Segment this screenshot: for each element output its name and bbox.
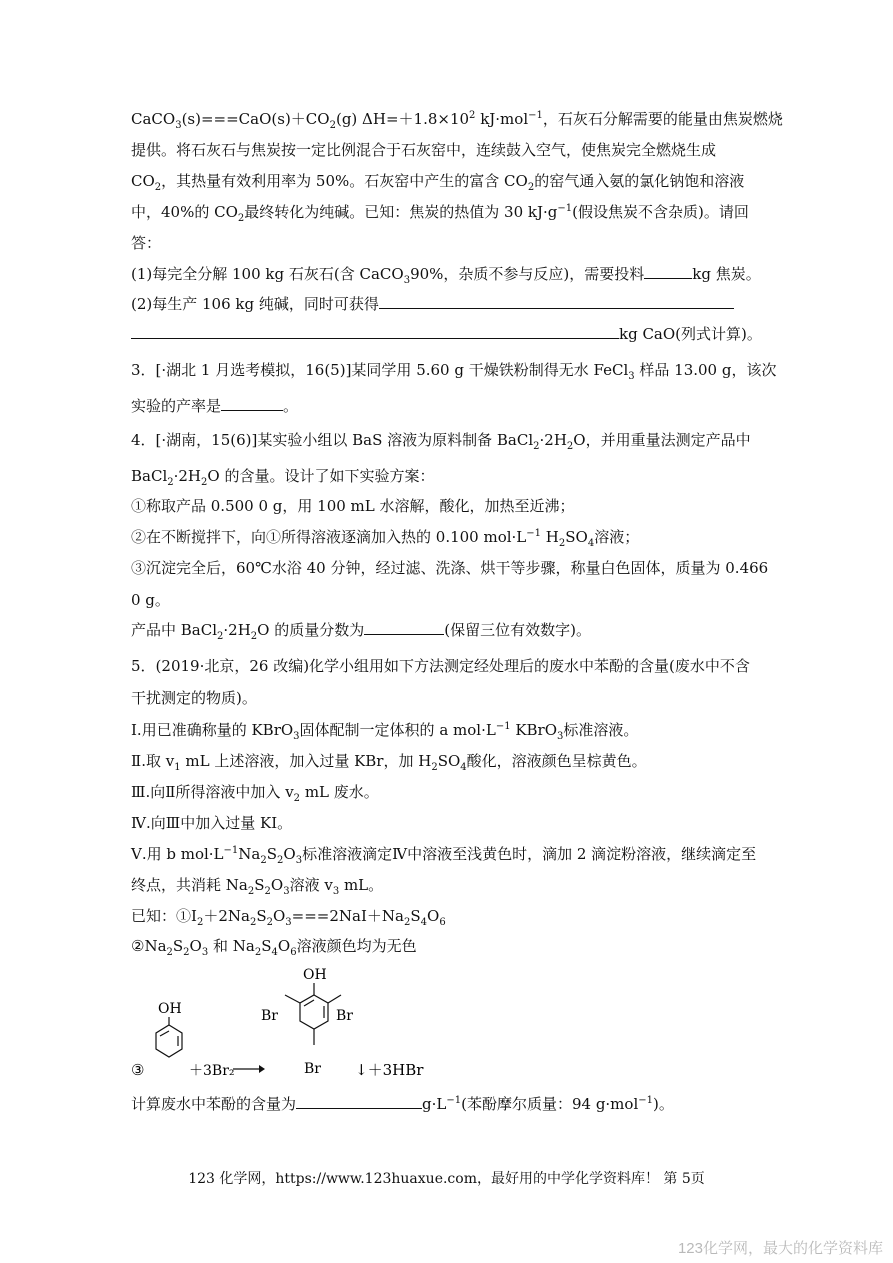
subscript: 3: [175, 120, 182, 131]
text-run: 溶液 v: [289, 876, 333, 894]
text-run: g·L: [422, 1095, 447, 1113]
br-right-label: Br: [336, 1008, 353, 1024]
subscript: 3: [285, 917, 292, 928]
text-run: ②Na: [131, 937, 167, 955]
text-run: ②在不断搅拌下，向①所得溶液逐滴加入热的 0.100 mol·L: [131, 528, 527, 546]
subscript: 3: [283, 886, 290, 897]
answer-blank: [379, 294, 734, 309]
text-run: H: [541, 528, 559, 546]
text-run: kg CaO(列式计算)。: [619, 325, 762, 343]
text-run: 产品中 BaCl: [131, 621, 218, 639]
text-line-l12: [131, 466, 434, 486]
subscript: 4: [271, 947, 278, 958]
subscript: 2: [260, 855, 267, 866]
text-run: KBrO: [510, 721, 558, 739]
text-line-l17: [131, 620, 591, 640]
subscript: 2: [431, 762, 438, 773]
subscript: 2: [264, 886, 271, 897]
phenol-oh-label: OH: [158, 1001, 182, 1017]
text-run: 的窑气通入氨的氯化钠饱和溶液: [534, 172, 745, 190]
text-run: S: [172, 937, 184, 955]
superscript: −1: [446, 1095, 462, 1106]
subscript: 2: [250, 631, 258, 642]
subscript: 2: [154, 182, 162, 193]
bromine-reagent: ＋3Br₂: [189, 1063, 235, 1079]
text-run: CO: [131, 172, 155, 190]
reaction-tail: ↓＋3HBr: [355, 1061, 424, 1079]
text-run: Na: [238, 845, 261, 863]
subscript: 6: [439, 917, 446, 928]
answer-blank: [364, 620, 444, 635]
text-run: O: [277, 937, 291, 955]
subscript: 2: [217, 631, 224, 642]
subscript: 2: [201, 477, 208, 488]
watermark: 123化学网，最大的化学资料库: [677, 1240, 883, 1257]
text-line-l26: [131, 906, 446, 926]
text-line-l2: [131, 140, 716, 160]
text-run: 标准溶液滴定Ⅳ中溶液至浅黄色时，滴加 2 滴淀粉溶液，继续滴定至: [302, 845, 757, 863]
text-run: S: [261, 937, 272, 955]
text-run: O: [427, 907, 440, 925]
step-number: ③: [131, 1061, 145, 1079]
text-run: 终点，共消耗 Na: [131, 876, 248, 894]
text-run: 答：: [131, 234, 162, 252]
superscript: −1: [638, 1095, 653, 1106]
text-line-l7: [131, 294, 734, 314]
subscript: 4: [587, 538, 595, 549]
subscript: 2: [533, 441, 540, 452]
text-line-l11: [131, 430, 751, 450]
text-run: 实验的产率是: [131, 397, 222, 415]
text-line-l4: [131, 202, 749, 222]
text-line-l28: [131, 1094, 674, 1114]
text-run: 已知：①I: [131, 907, 197, 925]
text-run: mL 上述溶液，加入过量 KBr，加 H: [180, 752, 432, 770]
text-run: 5．(2019·北京，26 改编)化学小组用如下方法测定经处理后的废水中苯酚的含量(废水中不含: [131, 657, 750, 675]
text-run: (g) ΔH=＋1.8×10: [335, 110, 470, 128]
subscript: 2: [266, 917, 273, 928]
text-line-l3: [131, 171, 744, 191]
text-run: 中，40%的 CO: [131, 203, 238, 221]
text-run: O: [283, 845, 296, 863]
text-line-l13: [131, 496, 575, 516]
subscript: 3: [295, 855, 303, 866]
subscript: 2: [166, 947, 173, 958]
text-run: (1)每完全分解 100 kg 石灰石(含 CaCO: [131, 265, 404, 283]
answer-blank: [644, 264, 692, 279]
text-run: ===2NaI＋Na: [291, 907, 404, 925]
subscript: 2: [249, 917, 257, 928]
text-run: (保留三位有效数字)。: [444, 621, 591, 639]
text-line-l19: [131, 688, 257, 708]
text-run: Ⅳ.向Ⅲ中加入过量 KI。: [131, 814, 293, 832]
text-run: Ⅲ.向Ⅱ所得溶液中加入 v: [131, 783, 294, 801]
text-line-l6: [131, 264, 761, 284]
text-run: Ⅰ.用已准确称量的 KBrO: [131, 721, 294, 739]
subscript: 3: [293, 731, 300, 742]
subscript: 2: [237, 213, 245, 224]
subscript: 1: [174, 762, 181, 773]
text-run: 溶液颜色均为无色: [296, 937, 417, 955]
subscript: 2: [293, 793, 301, 804]
text-line-l20: [131, 720, 638, 740]
text-run: S: [266, 845, 278, 863]
subscript: 2: [566, 441, 574, 452]
text-line-l22: [131, 782, 379, 802]
text-line-l27: [131, 936, 417, 956]
text-run: (2)每生产 106 kg 纯碱，同时可获得: [131, 295, 379, 313]
text-run: S: [410, 907, 421, 925]
subscript: 2: [254, 947, 262, 958]
text-run: ①称取产品 0.500 0 g，用 100 mL 水溶解，酸化，加热至近沸；: [131, 497, 575, 515]
text-run: S: [254, 876, 265, 894]
subscript: 3: [557, 731, 564, 742]
text-run: kJ·mol: [475, 110, 529, 128]
text-run: O: [272, 907, 286, 925]
subscript: 2: [558, 538, 566, 549]
superscript: 2: [469, 110, 476, 121]
subscript: 2: [277, 855, 284, 866]
text-line-l8: [131, 324, 762, 344]
subscript: 6: [290, 947, 297, 958]
text-run: 干扰测定的物质)。: [131, 689, 257, 707]
text-run: 样品 13.00 g，该次: [634, 361, 777, 379]
text-run: SO: [565, 528, 588, 546]
text-run: ·2H: [223, 621, 251, 639]
br-bottom-label: Br: [304, 1061, 321, 1077]
text-run: ，其热量有效利用率为 50%。石灰窑中产生的富含 CO: [161, 172, 528, 190]
text-run: 计算废水中苯酚的含量为: [131, 1095, 297, 1113]
text-run: 提供。将石灰石与焦炭按一定比例混合于石灰窑中，连续鼓入空气，使焦炭完全燃烧生成: [131, 141, 717, 159]
text-run: Ⅱ.取 v: [131, 752, 175, 770]
text-run: (假设焦炭不含杂质)。请回: [572, 203, 749, 221]
text-run: )。: [653, 1095, 674, 1113]
text-run: 。: [283, 397, 299, 415]
text-line-l14: [131, 527, 639, 547]
subscript: 3: [403, 275, 411, 286]
answer-blank: [131, 324, 619, 339]
text-run: O 的质量分数为: [257, 621, 365, 639]
text-line-l1: [131, 109, 783, 129]
phenol-bromination-equation: [125, 955, 445, 1085]
superscript: −1: [526, 528, 542, 539]
text-run: mL 废水。: [300, 783, 379, 801]
subscript: 2: [329, 120, 336, 131]
text-run: 3．[·湖北 1 月选考模拟，16(5)]某同学用 5.60 g 干燥铁粉制得无水 FeCl: [131, 361, 629, 379]
text-run: (苯酚摩尔质量：94 g·mol: [461, 1095, 639, 1113]
answer-blank: [221, 396, 283, 411]
br-left-label: Br: [261, 1008, 278, 1024]
text-run: 4．[·湖南，15(6)]某实验小组以 BaS 溶液为原料制备 BaCl: [131, 431, 534, 449]
text-run: Ⅴ.用 b mol·L: [131, 845, 224, 863]
text-run: ＋2Na: [203, 907, 250, 925]
subscript: 3: [201, 947, 209, 958]
text-run: 酸化，溶液颜色呈棕黄色。: [466, 752, 647, 770]
text-run: ·2H: [173, 467, 202, 485]
text-run: (s)===CaO(s)＋CO: [181, 110, 330, 128]
subscript: 2: [183, 947, 190, 958]
subscript: 4: [420, 917, 427, 928]
text-run: O: [189, 937, 202, 955]
subscript: 2: [403, 917, 411, 928]
subscript: 3: [332, 886, 340, 897]
subscript: 2: [527, 182, 535, 193]
subscript: 2: [167, 477, 174, 488]
text-line-l23: [131, 813, 292, 833]
text-run: S: [256, 907, 267, 925]
text-line-l18: [131, 656, 750, 676]
subscript: 2: [196, 917, 204, 928]
arrowhead: [259, 1065, 265, 1073]
text-run: 最终转化为纯碱。已知：焦炭的热值为 30 kJ·g: [244, 203, 558, 221]
text-run: O，并用重量法测定产品中: [573, 431, 751, 449]
subscript: 3: [628, 371, 635, 382]
tribromophenol-structure: [285, 983, 341, 1045]
text-run: O: [270, 876, 284, 894]
text-line-l21: [131, 751, 647, 771]
phenol-structure: [156, 1017, 182, 1057]
text-run: CaCO: [131, 110, 176, 128]
text-line-l24: [131, 844, 756, 864]
text-run: 标准溶液。: [563, 721, 639, 739]
text-run: 固体配制一定体积的 a mol·L: [299, 721, 496, 739]
text-run: kg 焦炭。: [692, 265, 761, 283]
text-run: 0 g。: [131, 591, 170, 609]
text-line-l9: [131, 360, 776, 380]
text-run: BaCl: [131, 467, 168, 485]
answer-blank: [296, 1094, 422, 1109]
text-run: ·2H: [539, 431, 567, 449]
text-line-l10: [131, 396, 298, 416]
text-run: ，石灰石分解需要的能量由焦炭燃烧: [542, 110, 783, 128]
text-run: 溶液；: [594, 528, 640, 546]
text-line-l5: [131, 233, 161, 253]
text-run: ③沉淀完全后，60℃水浴 40 分钟，经过滤、洗涤、烘干等步骤，称量白色固体，质量为 0.466: [131, 559, 769, 577]
text-run: 90%，杂质不参与反应)，需要投料: [410, 265, 645, 283]
superscript: −1: [528, 110, 543, 121]
text-run: 和 Na: [208, 937, 255, 955]
subscript: 2: [247, 886, 255, 897]
text-run: mL。: [339, 876, 384, 894]
product-oh-label: OH: [303, 967, 327, 983]
text-line-l15: [131, 558, 768, 578]
text-line-l25: [131, 875, 383, 895]
text-line-l16: [131, 590, 170, 610]
superscript: −1: [495, 721, 511, 732]
text-run: O 的含量。设计了如下实验方案：: [207, 467, 435, 485]
subscript: 4: [460, 762, 467, 773]
text-run: SO: [437, 752, 461, 770]
page-footer: 123 化学网，https://www.123huaxue.com，最好用的中学化学资料库！ 第 5页: [188, 1171, 705, 1187]
superscript: −1: [223, 845, 239, 856]
superscript: −1: [557, 203, 573, 214]
